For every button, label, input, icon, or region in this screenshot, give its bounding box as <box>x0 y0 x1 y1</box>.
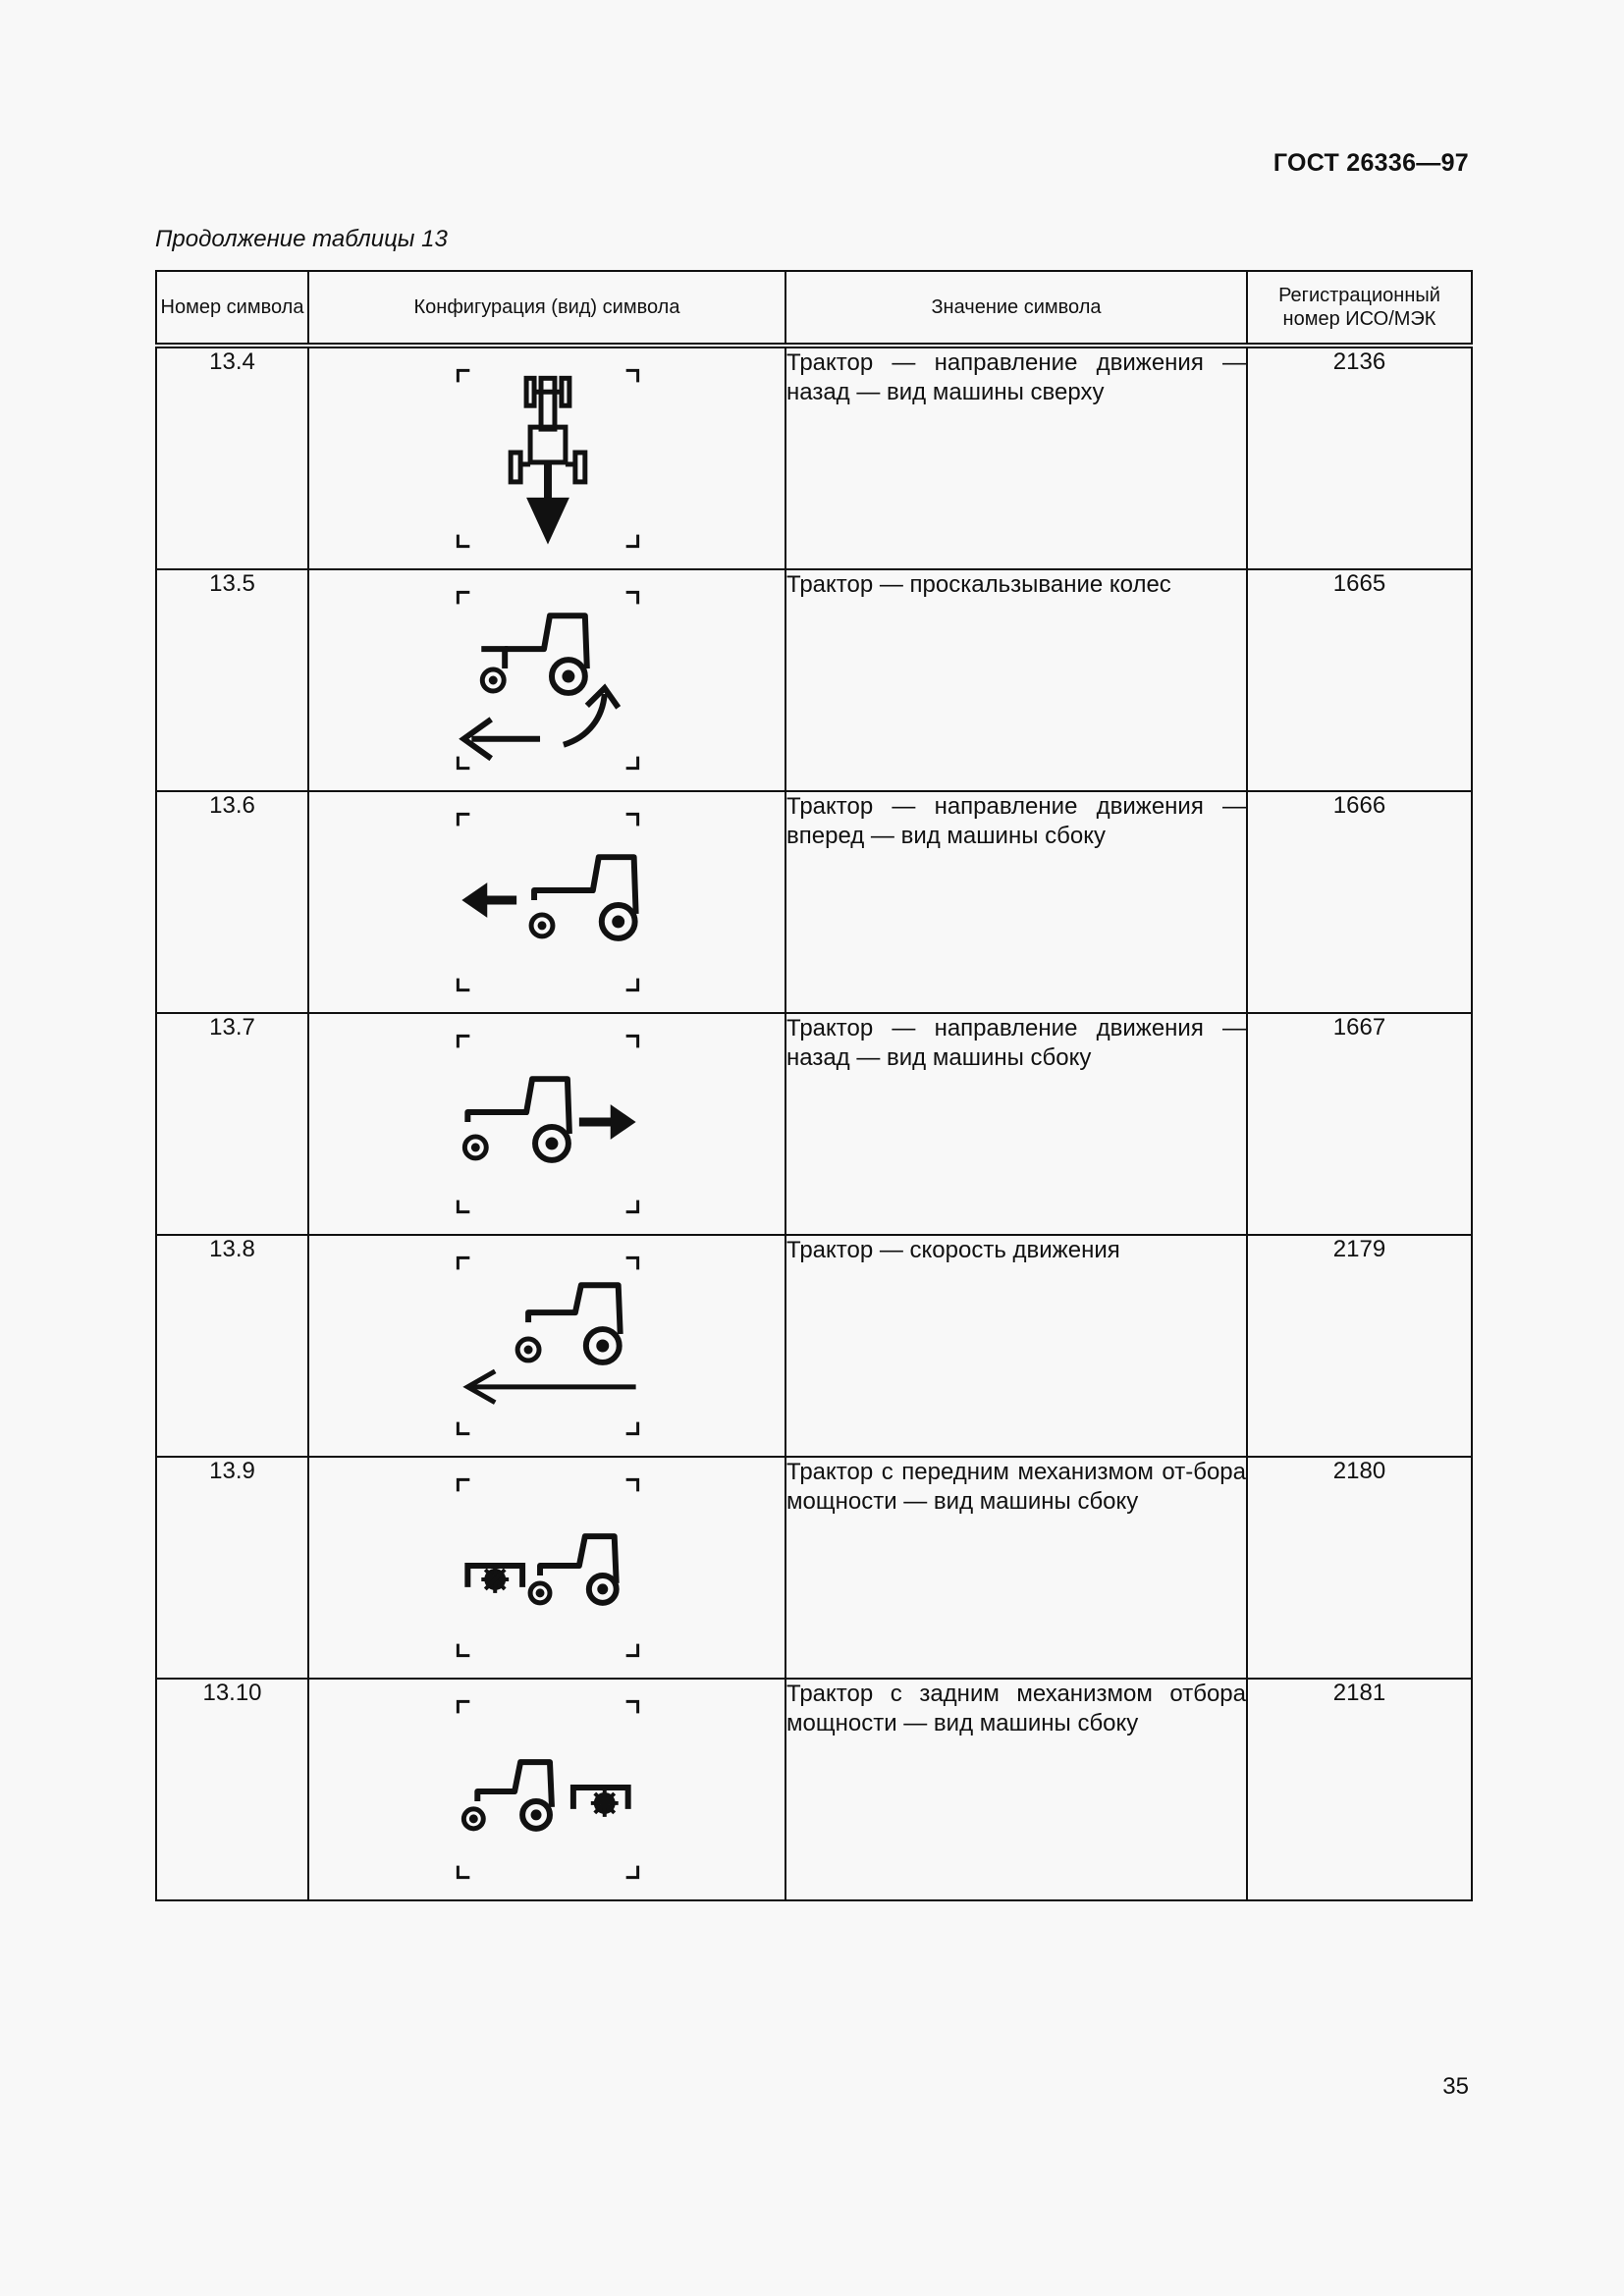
tractor-speed-icon <box>309 1236 785 1456</box>
column-header-number: Номер символа <box>156 271 308 346</box>
registration-number: 1666 <box>1247 791 1472 1013</box>
symbol-cell <box>308 1235 785 1457</box>
symbol-number: 13.8 <box>156 1235 308 1457</box>
tractor-reverse-side-view-icon <box>309 1014 785 1234</box>
document-id: ГОСТ 26336—97 <box>1272 149 1469 177</box>
registration-number: 2180 <box>1247 1457 1472 1679</box>
symbol-meaning: Трактор с задним механизмом отбора мощности — вид машины сбоку <box>785 1679 1247 1900</box>
symbol-number: 13.7 <box>156 1013 308 1235</box>
column-header-configuration: Конфигурация (вид) символа <box>308 271 785 346</box>
symbol-number: 13.4 <box>156 346 308 569</box>
tractor-top-view-arrow-down-icon <box>309 348 785 568</box>
column-header-meaning: Значение символа <box>785 271 1247 346</box>
table-caption: Продолжение таблицы 13 <box>155 226 448 252</box>
tractor-forward-side-view-icon <box>309 792 785 1012</box>
symbol-cell <box>308 791 785 1013</box>
symbol-cell <box>308 1013 785 1235</box>
symbol-table <box>155 270 1473 1901</box>
symbol-cell <box>308 1457 785 1679</box>
symbol-meaning: Трактор — направление движения — назад — вид машины сверху <box>785 346 1247 569</box>
table-row <box>156 791 1472 1013</box>
table-header-row <box>156 271 1472 346</box>
table-row <box>156 1679 1472 1900</box>
registration-number: 1667 <box>1247 1013 1472 1235</box>
table-row <box>156 569 1472 791</box>
symbol-number: 13.10 <box>156 1679 308 1900</box>
symbol-number: 13.6 <box>156 791 308 1013</box>
symbol-number: 13.9 <box>156 1457 308 1679</box>
registration-number: 1665 <box>1247 569 1472 791</box>
symbol-number: 13.5 <box>156 569 308 791</box>
table-row <box>156 346 1472 569</box>
table-row <box>156 1013 1472 1235</box>
table-row <box>156 1457 1472 1679</box>
registration-number: 2181 <box>1247 1679 1472 1900</box>
symbol-meaning: Трактор — направление движения — вперед — вид машины сбоку <box>785 791 1247 1013</box>
symbol-meaning: Трактор — проскальзывание колес <box>785 569 1247 791</box>
symbol-meaning: Трактор с передним механизмом от-бора мощности — вид машины сбоку <box>785 1457 1247 1679</box>
tractor-rear-pto-icon <box>309 1680 785 1899</box>
column-header-registration: Регистрационный номер ИСО/МЭК <box>1247 271 1472 346</box>
symbol-cell <box>308 346 785 569</box>
symbol-meaning: Трактор — направление движения — назад — вид машины сбоку <box>785 1013 1247 1235</box>
symbol-cell <box>308 569 785 791</box>
tractor-wheel-slip-icon <box>309 570 785 790</box>
symbol-meaning: Трактор — скорость движения <box>785 1235 1247 1457</box>
tractor-front-pto-icon <box>309 1458 785 1678</box>
registration-number: 2179 <box>1247 1235 1472 1457</box>
symbol-cell <box>308 1679 785 1900</box>
registration-number: 2136 <box>1247 346 1472 569</box>
table-row <box>156 1235 1472 1457</box>
page-number: 35 <box>1442 2073 1469 2100</box>
